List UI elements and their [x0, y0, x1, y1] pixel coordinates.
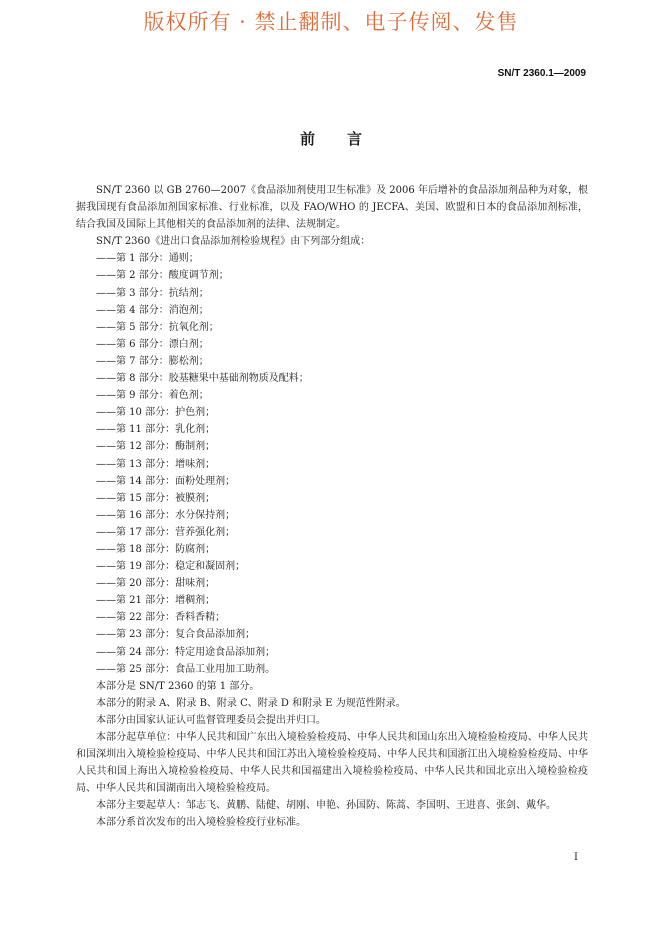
list-item: ——第 1 部分：通则；	[96, 253, 199, 265]
parts-list	[76, 250, 588, 677]
list-item: ——第 23 部分：复合食品添加剂；	[96, 629, 256, 641]
list-item: ——第 12 部分：酶制剂；	[96, 441, 216, 453]
list-item: ——第 20 部分：甜味剂；	[96, 578, 216, 590]
list-item: ——第 19 部分：稳定和凝固剂；	[96, 561, 246, 573]
first-release-statement: 本部分系首次发布的出入境检验检疫行业标准。	[96, 817, 306, 829]
list-item: ——第 15 部分：被膜剂；	[96, 492, 216, 504]
drafting-units-paragraph: 本部分起草单位：中华人民共和国广东出入境检验检疫局、中华人民共和国山东出入境检验检疫局、中华人民共和国深圳出入境检验检疫局、中华人民共和国江苏出入境检验检疫局、中华人民共和国浙江出入境检验检疫局、中华人民共和国上海出入境检验检疫局、中华人民共和国福建出入境检验检疫局、中华人民共和国北京出入境检验检疫局、中华人民共和国湖南出入境检验检疫局。	[76, 732, 588, 795]
list-item: ——第 2 部分：酸度调节剂；	[96, 270, 229, 282]
list-item: ——第 11 部分：乳化剂；	[96, 424, 216, 436]
list-item: ——第 25 部分：食品工业用加工助剂。	[96, 663, 276, 675]
list-item: ——第 4 部分：消泡剂；	[96, 304, 209, 316]
list-item: ——第 8 部分：胶基糖果中基础剂物质及配料；	[96, 373, 309, 385]
annexes-statement: 本部分的附录 A、附录 B、附录 C、附录 D 和附录 E 为规范性附录。	[96, 697, 406, 709]
list-item: ——第 13 部分：增味剂；	[96, 458, 216, 470]
parts-intro: SN/T 2360《进出口食品添加剂检验规程》由下列部分组成：	[96, 236, 371, 248]
list-item: ——第 5 部分：抗氧化剂；	[96, 321, 219, 333]
list-item: ——第 7 部分：膨松剂；	[96, 355, 209, 367]
list-item: ——第 14 部分：面粉处理剂；	[96, 475, 236, 487]
list-item: ——第 21 部分：增稠剂；	[96, 595, 216, 607]
list-item: ——第 22 部分：香料香精；	[96, 612, 226, 624]
list-item: ——第 9 部分：着色剂；	[96, 390, 209, 402]
standard-code: SN/T 2360.1—2009	[497, 68, 586, 79]
this-part-statement: 本部分是 SN/T 2360 的第 1 部分。	[96, 680, 260, 692]
list-item: ——第 16 部分：水分保持剂；	[96, 509, 236, 521]
page-number: I	[574, 852, 578, 863]
list-item: ——第 3 部分：抗结剂；	[96, 287, 209, 299]
intro-paragraph: SN/T 2360 以 GB 2760—2007《食品添加剂使用卫生标准》及 2006 年后增补的食品添加剂品种为对象，根据我国现有食品添加剂国家标准、行业标准，以及 FAO/WHO 的 JECFA、美国、欧盟和日本的食品添加剂标准，结合我国及国际上其他相关的食品添加剂的法律、法规制定。	[76, 185, 588, 231]
list-item: ——第 6 部分：漂白剂；	[96, 338, 209, 350]
list-item: ——第 18 部分：防腐剂；	[96, 543, 216, 555]
page-title: 前言	[299, 130, 394, 148]
proposer-statement: 本部分由国家认证认可监督管理委员会提出并归口。	[96, 714, 326, 726]
list-item: ——第 24 部分：特定用途食品添加剂；	[96, 646, 276, 658]
foreword-body	[76, 182, 588, 832]
drafters-paragraph: 本部分主要起草人：邹志飞、黄鹏、陆健、胡刚、申艳、孙国防、陈蒿、李国明、王进喜、张剑、戴华。	[96, 800, 556, 812]
watermark-banner: 版权所有 · 禁止翻制、电子传阅、发售	[143, 10, 519, 34]
list-item: ——第 17 部分：营养强化剂；	[96, 526, 236, 538]
list-item: ——第 10 部分：护色剂；	[96, 407, 216, 419]
